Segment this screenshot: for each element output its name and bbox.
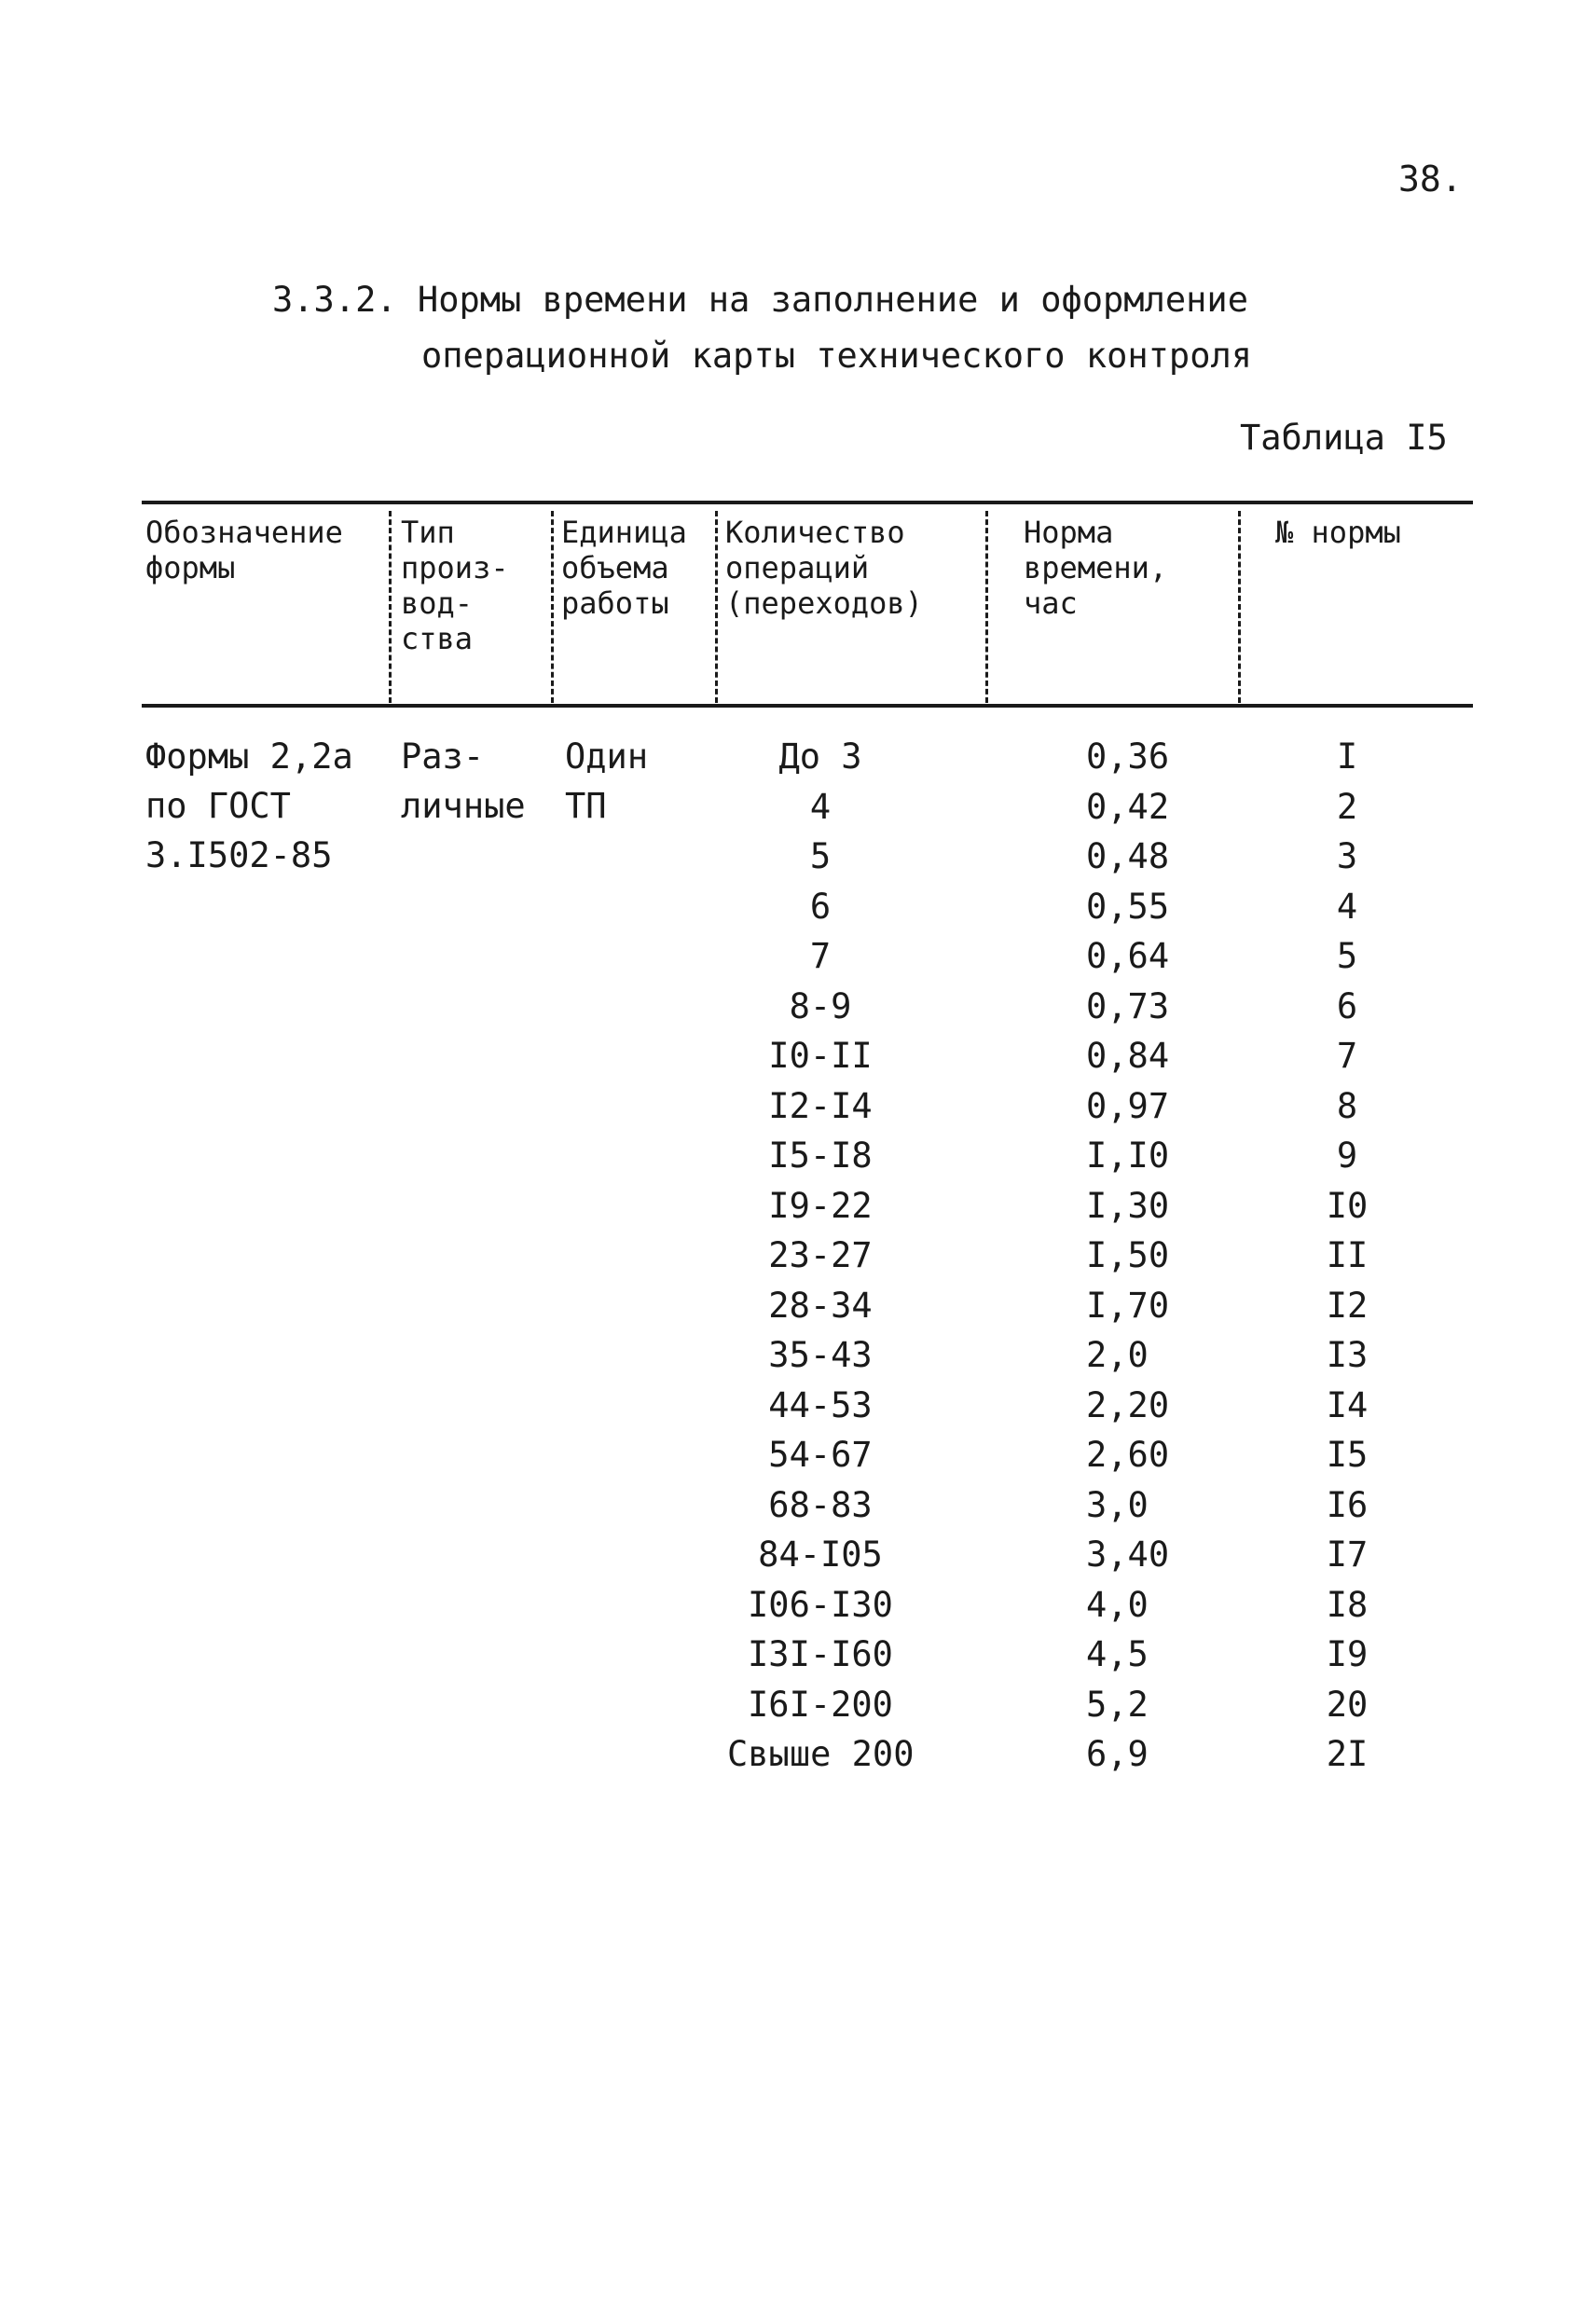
page-number: 38. xyxy=(1398,158,1463,200)
section-title-line-2: операционной карты технического контроля xyxy=(421,336,1253,376)
norm-number-cell: I7 xyxy=(1326,1534,1369,1575)
time-norm-cell: I,70 xyxy=(1086,1285,1170,1326)
norm-number-cell: 2 xyxy=(1336,786,1358,827)
table-row xyxy=(0,1231,1596,1281)
operations-cell: 8-9 xyxy=(789,985,852,1026)
time-norm-cell: 5,2 xyxy=(1086,1684,1149,1725)
operations-cell: I9-22 xyxy=(768,1185,873,1226)
norm-number-cell: I2 xyxy=(1326,1285,1369,1326)
table-row xyxy=(0,1131,1596,1181)
time-norm-cell: 0,73 xyxy=(1086,985,1170,1026)
table-row xyxy=(0,1680,1596,1730)
norm-number-cell: I5 xyxy=(1326,1435,1369,1475)
time-norm-cell: 3,0 xyxy=(1086,1484,1149,1525)
operations-cell: I06-I30 xyxy=(748,1584,893,1625)
operations-cell: I0-II xyxy=(768,1036,873,1076)
norm-number-cell: 20 xyxy=(1326,1684,1369,1725)
header-divider xyxy=(1238,511,1241,703)
time-norm-cell: 4,0 xyxy=(1086,1584,1149,1625)
operations-cell: 54-67 xyxy=(768,1435,873,1475)
table-row xyxy=(0,1530,1596,1580)
time-norm-cell: 0,97 xyxy=(1086,1085,1170,1126)
time-norm-cell: 0,64 xyxy=(1086,936,1170,976)
table-header-rule xyxy=(142,704,1473,708)
header-work-unit: Единица объема работы xyxy=(561,515,687,621)
time-norm-cell: 0,84 xyxy=(1086,1036,1170,1076)
production-type-cell: Раз- личные xyxy=(401,736,526,826)
table-row xyxy=(0,1181,1596,1232)
time-norm-cell: 6,9 xyxy=(1086,1734,1149,1774)
time-norm-cell: 4,5 xyxy=(1086,1634,1149,1674)
operations-cell: 44-53 xyxy=(768,1384,873,1425)
table-top-rule xyxy=(142,501,1473,504)
time-norm-cell: 0,48 xyxy=(1086,836,1170,876)
operations-cell: 5 xyxy=(809,836,832,876)
time-norm-cell: 2,0 xyxy=(1086,1335,1149,1375)
header-time-norm: Норма времени, час xyxy=(1024,515,1168,621)
norm-number-cell: II xyxy=(1326,1235,1369,1275)
header-divider xyxy=(985,511,988,703)
table-row xyxy=(0,832,1596,882)
header-form-designation: Обозначение формы xyxy=(145,515,343,585)
operations-cell: I2-I4 xyxy=(768,1085,873,1126)
operations-cell: 4 xyxy=(809,786,832,827)
table-row xyxy=(0,1281,1596,1331)
work-unit-cell: Один ТП xyxy=(565,736,649,826)
table-row xyxy=(0,1580,1596,1631)
time-norm-cell: I,50 xyxy=(1086,1235,1170,1275)
operations-cell: 23-27 xyxy=(768,1235,873,1275)
norm-number-cell: I8 xyxy=(1326,1584,1369,1625)
table-row xyxy=(0,1330,1596,1381)
norm-number-cell: I3 xyxy=(1326,1335,1369,1375)
operations-cell: До 3 xyxy=(778,736,862,777)
operations-cell: 7 xyxy=(809,936,832,976)
table-row xyxy=(0,1630,1596,1680)
table-body xyxy=(0,732,1596,1780)
table-row xyxy=(0,931,1596,982)
header-production-type: Тип произ- вод- ства xyxy=(401,515,509,656)
norm-number-cell: 3 xyxy=(1336,836,1358,876)
time-norm-cell: I,I0 xyxy=(1086,1135,1170,1176)
table-row xyxy=(0,1081,1596,1132)
table-row xyxy=(0,1480,1596,1531)
header-divider xyxy=(389,511,392,703)
norm-number-cell: I4 xyxy=(1326,1384,1369,1425)
norm-number-cell: I6 xyxy=(1326,1484,1369,1525)
header-divider xyxy=(715,511,718,703)
norm-number-cell: 8 xyxy=(1336,1085,1358,1126)
table-row xyxy=(0,882,1596,932)
time-norm-cell: 0,55 xyxy=(1086,886,1170,927)
time-norm-cell: 0,36 xyxy=(1086,736,1170,777)
operations-cell: I6I-200 xyxy=(748,1684,893,1725)
header-divider xyxy=(551,511,554,703)
norm-number-cell: 6 xyxy=(1336,985,1358,1026)
operations-cell: 6 xyxy=(809,886,832,927)
table-row xyxy=(0,782,1596,833)
operations-cell: I3I-I60 xyxy=(748,1634,893,1674)
table-row xyxy=(0,1430,1596,1480)
norm-number-cell: 2I xyxy=(1326,1734,1369,1774)
table-row xyxy=(0,1729,1596,1780)
norm-number-cell: 4 xyxy=(1336,886,1358,927)
operations-cell: Свыше 200 xyxy=(727,1734,915,1774)
norm-number-cell: 5 xyxy=(1336,936,1358,976)
operations-cell: 35-43 xyxy=(768,1335,873,1375)
table-row xyxy=(0,1381,1596,1431)
section-title-line-1: 3.3.2. Нормы времени на заполнение и оформление xyxy=(272,280,1248,320)
table-row xyxy=(0,1031,1596,1081)
time-norm-cell: 0,42 xyxy=(1086,786,1170,827)
time-norm-cell: 3,40 xyxy=(1086,1534,1170,1575)
norm-number-cell: 9 xyxy=(1336,1135,1358,1176)
header-operations-count: Количество операций (переходов) xyxy=(725,515,923,621)
header-norm-number: № нормы xyxy=(1275,515,1401,550)
table-row xyxy=(0,982,1596,1032)
time-norm-cell: 2,20 xyxy=(1086,1384,1170,1425)
table-row xyxy=(0,732,1596,782)
operations-cell: 68-83 xyxy=(768,1484,873,1525)
form-designation-cell: Формы 2,2а по ГОСТ 3.I502-85 xyxy=(145,736,353,875)
norm-number-cell: I0 xyxy=(1326,1185,1369,1226)
norm-number-cell: I9 xyxy=(1326,1634,1369,1674)
operations-cell: 84-I05 xyxy=(758,1534,883,1575)
table-label: Таблица I5 xyxy=(1240,418,1448,458)
time-norm-cell: I,30 xyxy=(1086,1185,1170,1226)
norm-number-cell: I xyxy=(1336,736,1358,777)
operations-cell: 28-34 xyxy=(768,1285,873,1326)
norm-number-cell: 7 xyxy=(1336,1036,1358,1076)
time-norm-cell: 2,60 xyxy=(1086,1435,1170,1475)
operations-cell: I5-I8 xyxy=(768,1135,873,1176)
